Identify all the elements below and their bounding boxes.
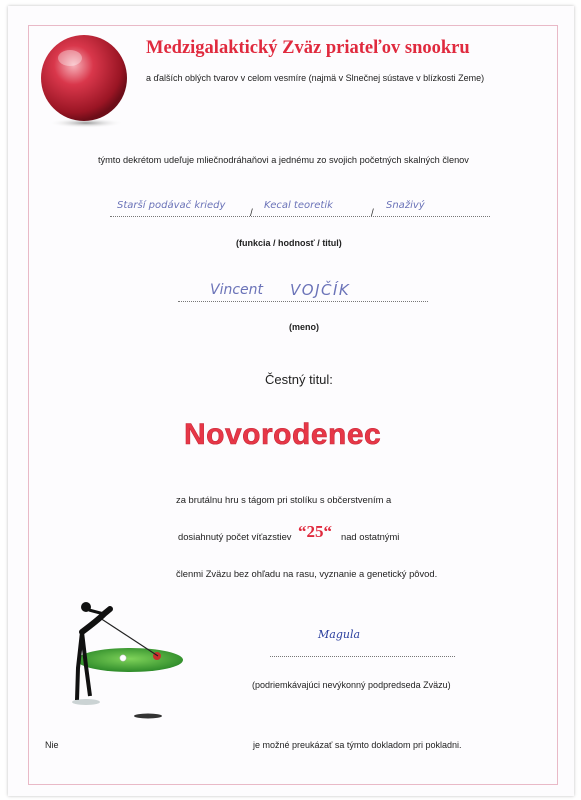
name-dotted-line (178, 301, 428, 302)
signature-dotted-line (270, 656, 455, 657)
reason-line-3: členmi Zväzu bez ohľadu na rasu, vyznanie a genetický pôvod. (176, 568, 438, 579)
title-value: Snaživý (386, 200, 425, 211)
rank-value: Kecal teoretik (264, 200, 333, 211)
last-name: VOJČÍK (290, 281, 351, 299)
snooker-player-illustration (60, 596, 190, 726)
footer-left: Nie (45, 740, 59, 750)
reason-line-1: za brutálnu hru s tágom pri stolíku s občerstvením a (176, 494, 392, 505)
rank-separator: / (371, 208, 374, 219)
function-caption: (funkcia / hodnosť / titul) (236, 238, 342, 248)
certificate-subtitle: a ďalších oblých tvarov v celom vesmíre (najmä v Slnečnej sústave v blízkosti Zeme) (146, 73, 485, 83)
name-caption: (meno) (289, 322, 319, 332)
function-value: Starší podávač kriedy (117, 200, 226, 211)
function-dotted-line (110, 216, 490, 217)
signature: Magula (318, 628, 361, 641)
decree-text: týmto dekrétom udeľuje mliečnodráhaňovi a jednému zo svojich početných skalných členov (98, 155, 469, 165)
reason-line-2b: nad ostatnými (341, 531, 400, 542)
snooker-ball-logo (34, 30, 134, 130)
reason-line-2a: dosiahnutý počet víťazstiev (178, 531, 292, 542)
footer-note: je možné preukázať sa týmto dokladom pri pokladni. (253, 740, 462, 750)
function-separator: / (250, 208, 253, 219)
signature-caption: (podriemkávajúci nevýkonný podpredseda Zväzu) (252, 680, 451, 690)
honor-title: Novorodenec (184, 418, 382, 451)
honor-label: Čestný titul: (265, 372, 333, 387)
first-name: Vincent (210, 282, 264, 298)
wins-count: “25“ (298, 522, 332, 541)
certificate-title: Medzigalaktický Zväz priateľov snookru (146, 38, 470, 58)
